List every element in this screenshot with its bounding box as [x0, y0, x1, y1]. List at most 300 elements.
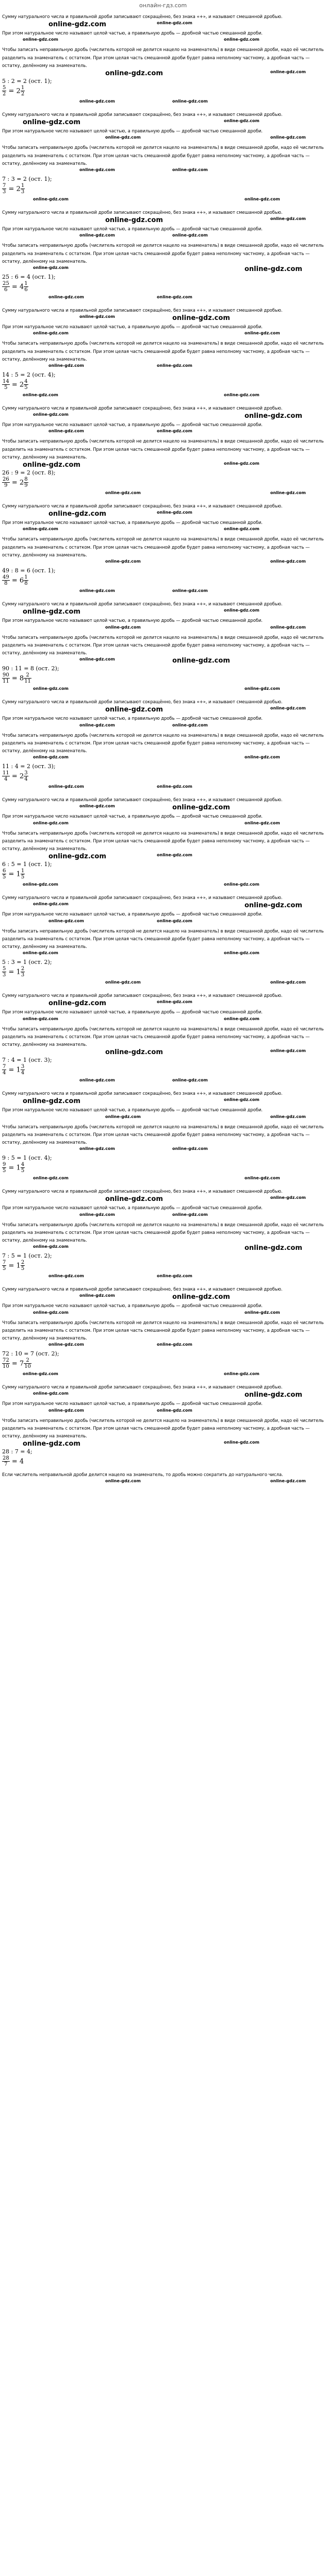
- denominator: 10: [3, 1364, 9, 1370]
- watermark: online-gdz.com: [224, 951, 259, 956]
- denominator: 10: [24, 1364, 31, 1370]
- explanation-rule: Чтобы записать неправильную дробь (числитель которой не делится нацело на знаменатель) в виде смешанной дроби, надо её числитель разделить на знаменатель с остатком. При этом целая часть смешанной дроби будет равна неполному частному, а дробная часть — остатку, делённому на знаменатель.: [2, 243, 324, 264]
- example-section: [2, 892, 324, 990]
- numerator: 28: [3, 1455, 9, 1462]
- watermark-row: [2, 1293, 324, 1300]
- fraction-equation: [2, 85, 25, 97]
- watermark: online-gdz.com: [23, 527, 58, 532]
- equals-sign: =: [9, 381, 20, 389]
- fractional-part: [24, 672, 31, 684]
- numerator: 49: [3, 574, 9, 581]
- example-section: [2, 1382, 324, 1489]
- watermark-row: [2, 1479, 324, 1486]
- watermark: online-gdz.com: [244, 331, 280, 336]
- whole-part: 1: [16, 1066, 21, 1074]
- watermark-row: [2, 135, 324, 142]
- watermark: online-gdz.com: [33, 686, 69, 691]
- improper-fraction: [2, 574, 10, 586]
- example-solution: [2, 1350, 324, 1369]
- explanation-parts: При этом натуральное число называют целой частью, а правильную дробь — дробной частью смешанной дроби.: [2, 1009, 263, 1015]
- denominator: 3: [21, 972, 25, 978]
- watermark: online-gdz.com: [157, 295, 192, 300]
- watermark: online-gdz.com: [270, 70, 306, 75]
- watermark-row: [2, 1114, 324, 1122]
- numerator: 1: [21, 183, 25, 189]
- fraction-equation: [2, 1455, 24, 1468]
- watermark-row: [2, 919, 324, 926]
- fractional-part: [21, 183, 25, 195]
- watermark-row: [2, 784, 324, 791]
- watermark: online-gdz.com: [105, 1114, 141, 1119]
- example-solution: [2, 665, 324, 684]
- denominator: 3: [3, 189, 6, 195]
- watermark-row: [2, 331, 324, 338]
- explanation-rule: Чтобы записать неправильную дробь (числитель которой не делится нацело на знаменатель) в виде смешанной дроби, надо её числитель разделить на знаменатель с остатком. При этом целая часть смешанной дроби будет равна неполному частному, а дробная часть — остатку, делённому на знаменатель.: [2, 732, 324, 753]
- watermark: online-gdz.com: [224, 37, 259, 42]
- whole-part: 1: [16, 870, 21, 878]
- numerator: 7: [3, 1064, 6, 1070]
- watermark-row: [2, 1244, 324, 1251]
- explanation-parts: При этом натуральное число называют целой частью, а правильную дробь — дробной частью смешанной дроби.: [2, 1303, 263, 1309]
- equals-sign: =: [6, 1164, 17, 1172]
- watermark: online-gdz.com: [79, 588, 115, 594]
- watermark: online-gdz.com: [157, 429, 192, 434]
- watermark-row: [2, 657, 324, 664]
- explanation-rule: Чтобы записать неправильную дробь (числитель которой не делится нацело на знаменатель) в виде смешанной дроби, надо её числитель разделить на знаменатель с остатком. При этом целая часть смешанной дроби будет равна неполному частному, а дробная часть — остатку, делённому на знаменатель.: [2, 438, 324, 460]
- explanation-parts: При этом натуральное число называют целой частью, а правильную дробь — дробной частью смешанной дроби.: [2, 422, 263, 428]
- watermark: online-gdz.com: [224, 393, 259, 398]
- example-section: [2, 11, 324, 109]
- explanation-rule: Чтобы записать неправильную дробь (числитель которой не делится нацело на знаменатель) в виде смешанной дроби, надо её числитель разделить на знаменатель с остатком. При этом целая часть смешанной дроби будет равна неполному частному, а дробная часть — остатку, делённому на знаменатель.: [2, 634, 324, 655]
- fraction-equation: [2, 770, 28, 783]
- equals-sign: =: [6, 1066, 17, 1074]
- numerator: 7: [3, 183, 6, 189]
- watermark-row: [2, 1440, 324, 1447]
- equals-sign: =: [9, 577, 20, 585]
- example-solution: [2, 959, 324, 978]
- improper-fraction: [2, 672, 10, 684]
- example-section: [2, 1284, 324, 1382]
- division-line: 26 : 9 = 2 (ост. 8);: [2, 469, 56, 477]
- fraction-equation: [2, 966, 25, 978]
- numerator: 26: [3, 477, 9, 483]
- watermark: online-gdz.com: [79, 722, 115, 727]
- whole-result: 4: [19, 1458, 24, 1466]
- division-line: 5 : 3 = 1 (ост. 2);: [2, 959, 52, 966]
- whole-part: 1: [16, 1262, 21, 1270]
- whole-part: 1: [16, 968, 21, 976]
- fraction-equation: [2, 672, 31, 685]
- numerator: 3: [21, 1064, 25, 1070]
- whole-part: 7: [19, 1360, 24, 1368]
- division-line: 49 : 8 = 6 (ост. 1);: [2, 567, 56, 574]
- watermark-row: [2, 755, 324, 762]
- watermark: online-gdz.com: [224, 461, 259, 466]
- watermark: online-gdz.com: [270, 980, 306, 985]
- watermark-row: [2, 1371, 324, 1379]
- example-solution: [2, 274, 324, 293]
- numerator: 2: [24, 672, 31, 679]
- explanation-definition: Сумму натурального числа и правильной дроби записывают сокращённо, без знака «+», и называют смешанной дробью.: [2, 601, 283, 607]
- site-title: онлайн-гдз.com: [139, 2, 187, 9]
- watermark-row: [2, 429, 324, 436]
- denominator: 2: [21, 91, 25, 97]
- division-line: 11 : 4 = 2 (ост. 3);: [2, 763, 56, 770]
- watermark: online-gdz.com: [224, 527, 259, 532]
- numerator: 3: [24, 770, 28, 776]
- watermark: online-gdz.com: [79, 1293, 115, 1298]
- watermark: online-gdz.com: [48, 853, 106, 861]
- watermark: online-gdz.com: [105, 490, 141, 496]
- denominator: 7: [4, 1462, 8, 1468]
- fraction-equation: [2, 477, 28, 489]
- fractional-part: [21, 85, 25, 97]
- explanation-parts: При этом натуральное число называют целой частью, а правильную дробь — дробной частью смешанной дроби.: [2, 814, 263, 819]
- watermark: online-gdz.com: [172, 233, 208, 238]
- watermark: online-gdz.com: [157, 363, 192, 368]
- explanation-parts: При этом натуральное число называют целой частью, а правильную дробь — дробной частью смешанной дроби.: [2, 520, 263, 526]
- explanation-definition: Сумму натурального числа и правильной дроби записывают сокращённо, без знака «+», и называют смешанной дробью.: [2, 797, 283, 803]
- watermark: online-gdz.com: [270, 490, 306, 496]
- watermark-row: [2, 1391, 324, 1398]
- fractional-part: [21, 868, 25, 880]
- watermark: online-gdz.com: [48, 510, 106, 518]
- denominator: 9: [4, 483, 8, 489]
- watermark: online-gdz.com: [48, 363, 84, 368]
- watermark-row: [2, 980, 324, 987]
- watermark: online-gdz.com: [224, 1016, 259, 1021]
- example-solution: [2, 469, 324, 488]
- watermark: online-gdz.com: [105, 1048, 163, 1057]
- explanation-parts: При этом натуральное число называют целой частью, а правильную дробь — дробной частью смешанной дроби.: [2, 1401, 263, 1406]
- watermark: online-gdz.com: [48, 999, 106, 1008]
- numerator: 5: [3, 966, 6, 972]
- fractional-part: [24, 281, 28, 293]
- watermark-row: [2, 314, 324, 321]
- watermark: online-gdz.com: [224, 882, 259, 887]
- watermark-row: [2, 167, 324, 175]
- watermark: online-gdz.com: [172, 1078, 208, 1083]
- explanation-parts: При этом натуральное число называют целой частью, а правильную дробь — дробной частью смешанной дроби.: [2, 30, 263, 36]
- watermark-row: [2, 625, 324, 632]
- watermark-row: [2, 70, 324, 77]
- explanation-rule: Чтобы записать неправильную дробь (числитель которой не делится нацело на знаменатель) в виде смешанной дроби, надо её числитель разделить на знаменатель с остатком. При этом целая часть смешанной дроби будет равна неполному частному, а дробная часть — остатку, делённому на знаменатель.: [2, 145, 324, 166]
- numerator: 1: [24, 574, 28, 581]
- watermark-row: [2, 902, 324, 909]
- watermark-row: [2, 821, 324, 828]
- explanation-parts: При этом натуральное число называют целой частью, а правильную дробь — дробной частью смешанной дроби.: [2, 618, 263, 623]
- watermark: online-gdz.com: [48, 1342, 84, 1347]
- watermark: online-gdz.com: [244, 265, 302, 274]
- division-line: 9 : 5 = 1 (ост. 4);: [2, 1155, 52, 1162]
- explanation-definition: Сумму натурального числа и правильной дроби записывают сокращённо, без знака «+», и называют смешанной дробью.: [2, 1189, 283, 1194]
- denominator: 5: [21, 874, 25, 880]
- numerator: 1: [21, 868, 25, 874]
- fraction-equation: [2, 379, 28, 391]
- watermark: online-gdz.com: [33, 1310, 69, 1315]
- numerator: 11: [3, 770, 9, 776]
- watermark: online-gdz.com: [79, 1146, 115, 1151]
- denominator: 5: [4, 385, 8, 391]
- example-section: [2, 1088, 324, 1186]
- explanation-definition: Сумму натурального числа и правильной дроби записывают сокращённо, без знака «+», и называют смешанной дробью.: [2, 503, 283, 509]
- explanation-definition: Сумму натурального числа и правильной дроби записывают сокращённо, без знака «+», и называют смешанной дробью.: [2, 1384, 283, 1390]
- watermark: online-gdz.com: [224, 1371, 259, 1377]
- explanation-rule: Чтобы записать неправильную дробь (числитель которой не делится нацело на знаменатель) в виде смешанной дроби, надо её числитель разделить на знаменатель с остатком. При этом целая часть смешанной дроби будет равна неполному частному, а дробная часть — остатку, делённому на знаменатель.: [2, 928, 324, 949]
- watermark: online-gdz.com: [33, 1176, 69, 1181]
- explanation-definition: Сумму натурального числа и правильной дроби записывают сокращённо, без знака «+», и называют смешанной дробью.: [2, 1091, 283, 1096]
- watermark: online-gdz.com: [157, 999, 192, 1005]
- watermark-row: [2, 118, 324, 126]
- explanation-definition: Сумму натурального числа и правильной дроби записывают сокращённо, без знака «+», и называют смешанной дробью.: [2, 405, 283, 411]
- numerator: 8: [24, 477, 28, 483]
- watermark: online-gdz.com: [244, 1244, 302, 1252]
- denominator: 6: [4, 287, 8, 293]
- numerator: 90: [3, 672, 9, 679]
- explanation-definition: Сумму натурального числа и правильной дроби записывают сокращённо, без знака «+», и называют смешанной дробью.: [2, 895, 283, 901]
- watermark-row: [2, 723, 324, 730]
- watermark: online-gdz.com: [48, 295, 84, 300]
- watermark: online-gdz.com: [270, 624, 306, 630]
- fractional-part: [24, 1358, 31, 1369]
- fraction-equation: [2, 1064, 25, 1076]
- numerator: 4: [21, 1162, 25, 1168]
- whole-part: 2: [16, 185, 21, 193]
- explanation-rule: Чтобы записать неправильную дробь (числитель которой не делится нацело на знаменатель) в виде смешанной дроби, надо её числитель разделить на знаменатель с остатком. При этом целая часть смешанной дроби будет равна неполному частному, а дробная часть — остатку, делённому на знаменатель.: [2, 1417, 324, 1439]
- watermark: online-gdz.com: [33, 331, 69, 336]
- watermark-row: [2, 1195, 324, 1202]
- denominator: 4: [4, 776, 8, 783]
- explanation-parts: При этом натуральное число называют целой частью, а правильную дробь — дробной частью смешанной дроби.: [2, 911, 263, 917]
- watermark-row: [2, 1310, 324, 1317]
- watermark: online-gdz.com: [23, 882, 58, 887]
- watermark: online-gdz.com: [79, 99, 115, 104]
- watermark: online-gdz.com: [270, 135, 306, 140]
- improper-fraction: [2, 1455, 10, 1467]
- fractional-part: [21, 1260, 25, 1272]
- equals-sign: =: [6, 968, 17, 976]
- watermark-row: [2, 999, 324, 1007]
- equals-sign: =: [6, 87, 17, 95]
- fractional-part: [21, 966, 25, 978]
- division-line: 14 : 5 = 2 (ост. 4);: [2, 371, 56, 379]
- watermark: online-gdz.com: [157, 853, 192, 858]
- watermark-row: [2, 608, 324, 615]
- denominator: 5: [3, 1168, 6, 1174]
- whole-part: 4: [19, 283, 24, 291]
- watermark-row: [2, 265, 324, 273]
- watermark: online-gdz.com: [270, 559, 306, 564]
- watermark: online-gdz.com: [33, 265, 69, 270]
- watermark-row: [2, 295, 324, 302]
- example-solution: [2, 1057, 324, 1076]
- numerator: 72: [3, 1358, 9, 1364]
- explanation-rule: Чтобы записать неправильную дробь (числитель которой не делится нацело на знаменатель) в виде смешанной дроби, надо её числитель разделить на знаменатель с остатком. При этом целая часть смешанной дроби будет равна неполному частному, а дробная часть — остатку, делённому на знаменатель.: [2, 830, 324, 851]
- watermark: online-gdz.com: [33, 1391, 69, 1396]
- watermark: online-gdz.com: [270, 216, 306, 222]
- watermark: online-gdz.com: [105, 1479, 141, 1484]
- division-line: 7 : 4 = 1 (ост. 3);: [2, 1057, 52, 1064]
- watermark: online-gdz.com: [270, 706, 306, 711]
- division-line: 72 : 10 = 7 (ост. 2);: [2, 1350, 59, 1358]
- numerator: 9: [3, 1162, 6, 1168]
- watermark: online-gdz.com: [244, 1391, 302, 1399]
- watermark: online-gdz.com: [157, 510, 192, 515]
- watermark: online-gdz.com: [244, 820, 280, 825]
- watermark: online-gdz.com: [157, 918, 192, 923]
- watermark: online-gdz.com: [23, 118, 80, 127]
- explanation-definition: Сумму натурального числа и правильной дроби записывают сокращённо, без знака «+», и называют смешанной дробью.: [2, 210, 283, 215]
- explanation-definition: Сумму натурального числа и правильной дроби записывают сокращённо, без знака «+», и называют смешанной дробью.: [2, 1286, 283, 1292]
- watermark-row: [2, 510, 324, 517]
- watermark: online-gdz.com: [270, 1114, 306, 1119]
- watermark-row: [2, 37, 324, 44]
- watermark: online-gdz.com: [270, 1048, 306, 1054]
- equals-sign: =: [9, 772, 20, 781]
- watermark: online-gdz.com: [105, 70, 163, 78]
- denominator: 4: [21, 1070, 25, 1076]
- denominator: 5: [3, 874, 6, 880]
- equals-sign: =: [6, 1262, 17, 1270]
- numerator: 1: [24, 281, 28, 287]
- fractional-part: [21, 1162, 25, 1174]
- watermark-row: [2, 99, 324, 106]
- division-line: 7 : 5 = 1 (ост. 2);: [2, 1252, 52, 1260]
- whole-part: 1: [16, 1164, 21, 1172]
- watermark: online-gdz.com: [105, 706, 163, 714]
- watermark: online-gdz.com: [224, 608, 259, 613]
- numerator: 14: [3, 379, 9, 385]
- whole-part: 2: [19, 772, 24, 781]
- watermark: online-gdz.com: [23, 461, 80, 469]
- watermark-row: [2, 1097, 324, 1105]
- division-line: 90 : 11 = 8 (ост. 2);: [2, 665, 59, 672]
- watermark: online-gdz.com: [244, 902, 302, 910]
- denominator: 5: [21, 1168, 25, 1174]
- denominator: 3: [21, 189, 25, 195]
- watermark: online-gdz.com: [48, 21, 106, 29]
- watermark: online-gdz.com: [172, 167, 208, 173]
- watermark: online-gdz.com: [105, 980, 141, 985]
- fraction-equation: [2, 183, 25, 195]
- note-line: Если числитель неправильной дроби делится нацело на знаменатель, то дробь можно сократить до натурального числа.: [2, 1472, 283, 1478]
- example-solution: [2, 1155, 324, 1174]
- watermark: online-gdz.com: [172, 657, 230, 665]
- explanation-definition: Сумму натурального числа и правильной дроби записывают сокращённо, без знака «+», и называют смешанной дробью.: [2, 112, 283, 117]
- equals-sign: =: [9, 1458, 20, 1466]
- watermark: online-gdz.com: [244, 686, 280, 691]
- watermark: online-gdz.com: [23, 608, 80, 616]
- explanation-parts: При этом натуральное число называют целой частью, а правильную дробь — дробной частью смешанной дроби.: [2, 128, 263, 134]
- watermark: online-gdz.com: [48, 1274, 84, 1279]
- watermark: online-gdz.com: [79, 1212, 115, 1217]
- watermark: online-gdz.com: [33, 1244, 69, 1249]
- fraction-equation: [2, 1260, 25, 1272]
- watermark: online-gdz.com: [48, 918, 84, 923]
- watermark: online-gdz.com: [224, 1440, 259, 1445]
- watermark: online-gdz.com: [157, 1342, 192, 1347]
- watermark: online-gdz.com: [224, 118, 259, 124]
- example-section: [2, 1186, 324, 1284]
- watermark: online-gdz.com: [270, 1479, 306, 1484]
- watermark-row: [2, 216, 324, 224]
- example-section: [2, 697, 324, 794]
- explanation-definition: Сумму натурального числа и правильной дроби записывают сокращённо, без знака «+», и называют смешанной дробью.: [2, 699, 283, 705]
- whole-part: 8: [19, 674, 24, 683]
- explanation-rule: Чтобы записать неправильную дробь (числитель которой не делится нацело на знаменатель) в виде смешанной дроби, надо её числитель разделить на знаменатель с остатком. При этом целая часть смешанной дроби будет равна неполному частному, а дробная часть — остатку, делённому на знаменатель.: [2, 1026, 324, 1047]
- equals-sign: =: [6, 185, 17, 193]
- explanation-parts: При этом натуральное число называют целой частью, а правильную дробь — дробной частью смешанной дроби.: [2, 226, 263, 232]
- denominator: 5: [3, 1266, 6, 1272]
- watermark: online-gdz.com: [48, 1408, 84, 1413]
- denominator: 11: [3, 679, 9, 685]
- watermark: online-gdz.com: [79, 1078, 115, 1083]
- division-line: 28 : 7 = 4;: [2, 1448, 32, 1455]
- equals-sign: =: [9, 479, 20, 487]
- watermark: online-gdz.com: [244, 197, 280, 202]
- watermark: online-gdz.com: [172, 804, 230, 812]
- watermark: online-gdz.com: [23, 393, 58, 398]
- whole-part: 6: [19, 577, 24, 585]
- watermark-row: [2, 21, 324, 28]
- watermark: online-gdz.com: [79, 233, 115, 238]
- fraction-equation: [2, 1162, 25, 1174]
- watermark: online-gdz.com: [79, 804, 115, 809]
- watermark-row: [2, 412, 324, 419]
- fraction-equation: [2, 1358, 31, 1370]
- watermark: online-gdz.com: [105, 1195, 163, 1204]
- watermark: online-gdz.com: [105, 135, 141, 140]
- watermark: online-gdz.com: [157, 1408, 192, 1413]
- watermark-row: [2, 461, 324, 468]
- example-solution: [2, 861, 324, 880]
- watermark: online-gdz.com: [157, 784, 192, 789]
- watermark-row: [2, 882, 324, 889]
- watermark: online-gdz.com: [23, 1016, 58, 1021]
- denominator: 4: [3, 1070, 6, 1076]
- division-line: 7 : 3 = 2 (ост. 1);: [2, 176, 52, 183]
- fraction-equation: [2, 868, 25, 880]
- denominator: 8: [4, 581, 8, 587]
- fraction-equation: [2, 574, 28, 587]
- watermark-row: [2, 1342, 324, 1349]
- improper-fraction: [2, 281, 10, 293]
- explanation-rule: Чтобы записать неправильную дробь (числитель которой не делится нацело на знаменатель) в виде смешанной дроби, надо её числитель разделить на знаменатель с остатком. При этом целая часть смешанной дроби будет равна неполному частному, а дробная часть — остатку, делённому на знаменатель.: [2, 1222, 324, 1243]
- watermark-row: [2, 527, 324, 534]
- improper-fraction: [2, 379, 10, 391]
- watermark: online-gdz.com: [79, 167, 115, 173]
- watermark-row: [2, 686, 324, 693]
- explanation-parts: При этом натуральное число называют целой частью, а правильную дробь — дробной частью смешанной дроби.: [2, 1107, 263, 1113]
- numerator: 5: [3, 85, 6, 91]
- numerator: 2: [21, 1260, 25, 1266]
- watermark-row: [2, 1274, 324, 1281]
- watermark: online-gdz.com: [23, 1371, 58, 1377]
- explanation-definition: Сумму натурального числа и правильной дроби записывают сокращённо, без знака «+», и называют смешанной дробью.: [2, 14, 283, 19]
- watermark: online-gdz.com: [172, 722, 208, 727]
- improper-fraction: [2, 1358, 10, 1369]
- example-solution: [2, 1448, 324, 1467]
- example-section: [2, 990, 324, 1088]
- watermark-row: [2, 393, 324, 400]
- denominator: 2: [3, 91, 6, 97]
- equals-sign: =: [9, 283, 20, 291]
- site-header: [0, 0, 326, 11]
- fraction-equation: [2, 281, 28, 293]
- watermark-row: [2, 588, 324, 596]
- page-content: [0, 11, 326, 1489]
- example-section: [2, 109, 324, 207]
